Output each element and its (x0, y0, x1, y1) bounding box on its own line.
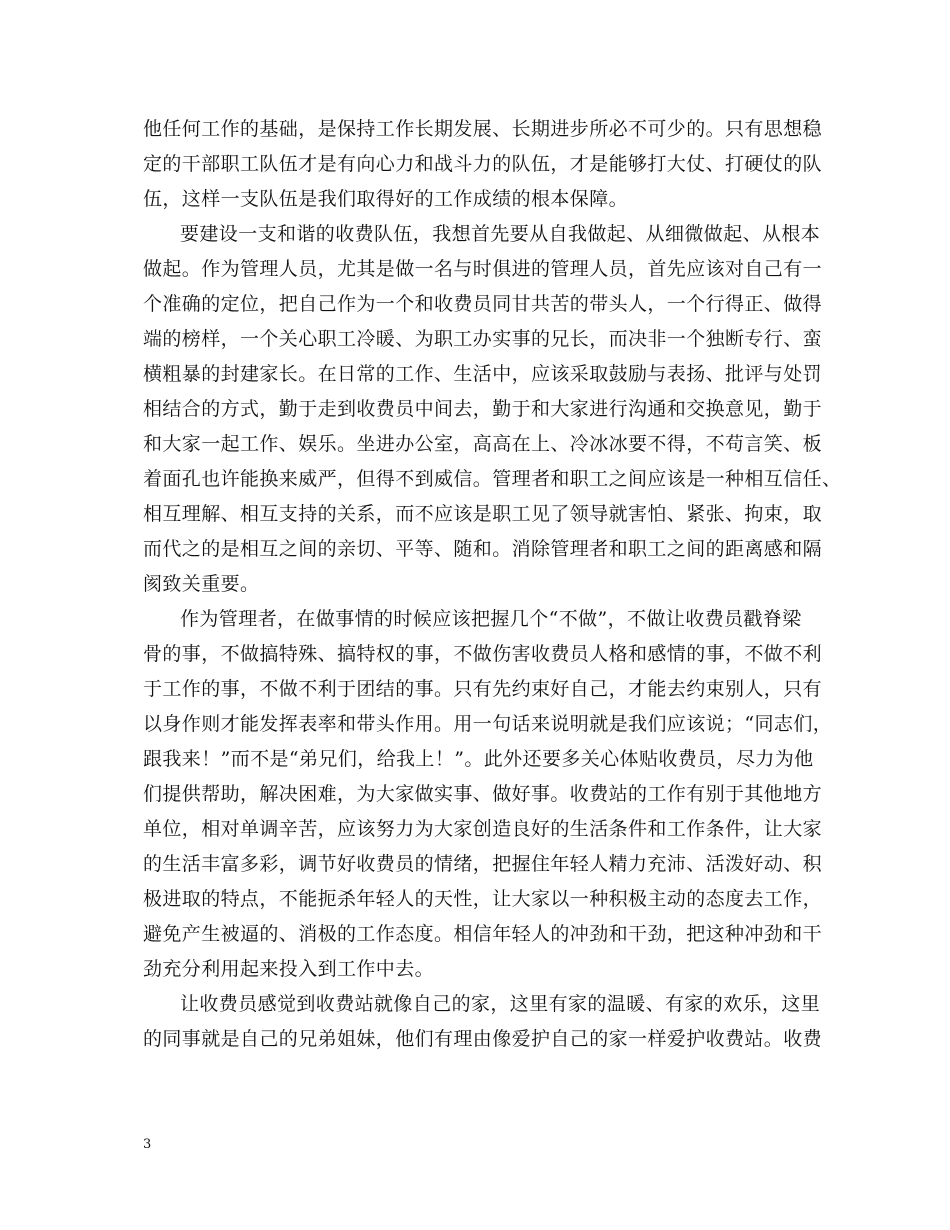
paragraph-start-line: 要建设一支和谐的收费队伍，我想首先要从自我做起、从细微做起、从根本 (180, 223, 821, 245)
text-line: 极进取的特点，不能扼杀年轻人的天性，让大家以一种积极主动的态度去工作， (143, 888, 823, 910)
text-line: 相结合的方式，勤于走到收费员中间去，勤于和大家进行沟通和交换意见，勤于 (143, 398, 823, 420)
text-line: 的生活丰富多彩，调节好收费员的情绪，把握住年轻人精力充沛、活泼好动、积 (143, 853, 823, 875)
text-line: 阂致关重要。 (143, 573, 260, 595)
text-line: 的同事就是自己的兄弟姐妹，他们有理由像爱护自己的家一样爱护收费站。收费 (143, 1028, 823, 1050)
text-line: 个准确的定位，把自己作为一个和收费员同甘共苦的带头人，一个行得正、做得 (143, 293, 823, 315)
text-line: 以身作则才能发挥表率和带头作用。用一句话来说明就是我们应该说；“同志们， (143, 713, 833, 735)
text-line: 他任何工作的基础，是保持工作长期发展、长期进步所必不可少的。只有思想稳 (143, 118, 823, 140)
text-line: 端的榜样，一个关心职工冷暖、为职工办实事的兄长，而决非一个独断专行、蛮 (143, 328, 823, 350)
paragraph-start-line: 让收费员感觉到收费站就像自己的家，这里有家的温暖、有家的欢乐，这里 (180, 993, 821, 1015)
text-line: 劲充分利用起来投入到工作中去。 (143, 958, 435, 980)
text-line: 定的干部职工队伍才是有向心力和战斗力的队伍，才是能够打大仗、打硬仗的队 (143, 153, 823, 175)
text-line: 跟我来！”而不是“弟兄们，给我上！”。此外还要多关心体贴收费员，尽力为他 (143, 748, 814, 770)
text-line: 和大家一起工作、娱乐。坐进办公室，高高在上、冷冰冰要不得，不苟言笑、板 (143, 433, 823, 455)
paragraph-start-line: 作为管理者，在做事情的时候应该把握几个“不做”，不做让收费员戳脊梁 (180, 608, 802, 630)
text-line: 避免产生被逼的、消极的工作态度。相信年轻人的冲劲和干劲，把这种冲劲和干 (143, 923, 823, 945)
text-line: 单位，相对单调辛苦，应该努力为大家创造良好的生活条件和工作条件，让大家 (143, 818, 823, 840)
text-line: 伍，这样一支队伍是我们取得好的工作成绩的根本保障。 (143, 188, 629, 210)
text-line: 横粗暴的封建家长。在日常的工作、生活中，应该采取鼓励与表扬、批评与处罚 (143, 363, 823, 385)
text-line: 于工作的事，不做不利于团结的事。只有先约束好自己，才能去约束别人，只有 (143, 678, 823, 700)
text-line: 着面孔也许能换来威严，但得不到威信。管理者和职工之间应该是一种相互信任、 (143, 468, 842, 490)
text-line: 而代之的是相互之间的亲切、平等、随和。消除管理者和职工之间的距离感和隔 (143, 538, 823, 560)
text-line: 们提供帮助，解决困难，为大家做实事、做好事。收费站的工作有别于其他地方 (143, 783, 823, 805)
text-line: 骨的事，不做搞特殊、搞特权的事，不做伤害收费员人格和感情的事，不做不利 (143, 643, 823, 665)
text-line: 做起。作为管理人员，尤其是做一名与时俱进的管理人员，首先应该对自己有一 (143, 258, 823, 280)
page-number: 3 (143, 1137, 152, 1152)
text-line: 相互理解、相互支持的关系，而不应该是职工见了领导就害怕、紧张、拘束，取 (143, 503, 823, 525)
